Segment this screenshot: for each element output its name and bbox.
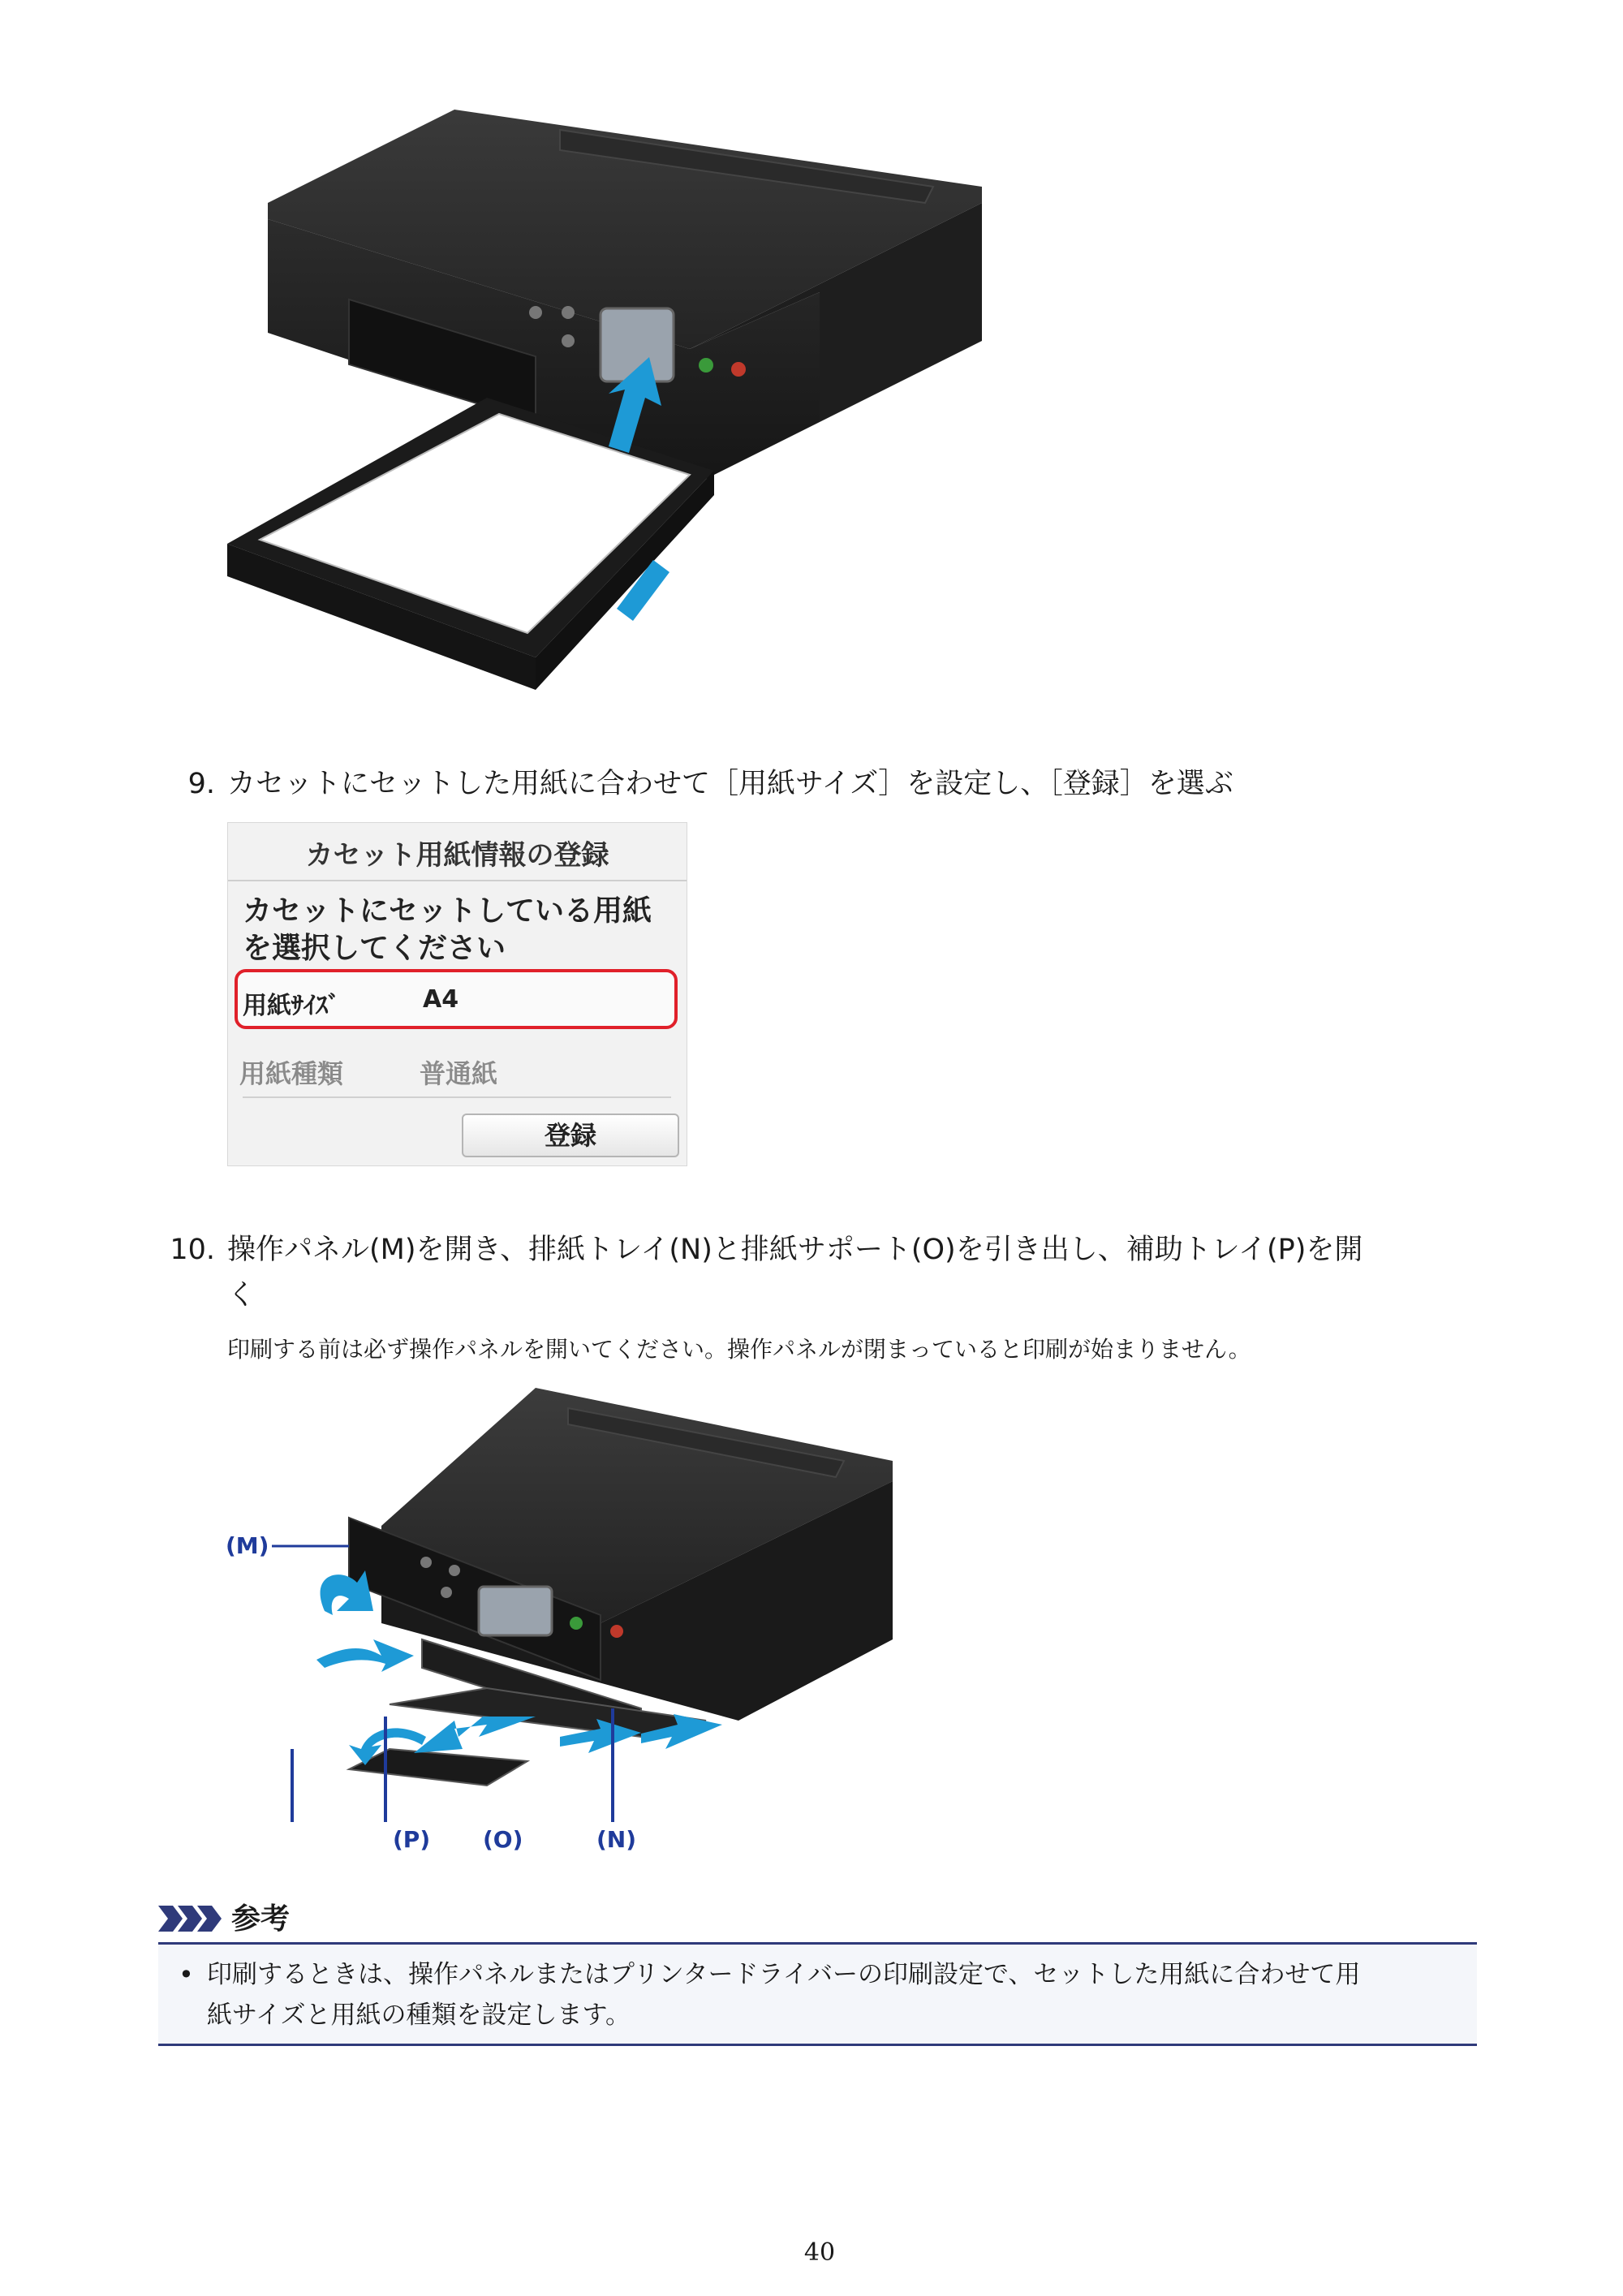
note-line2: 紙サイズと用紙の種類を設定します。 — [207, 2001, 631, 2030]
step-10-number: 10. — [170, 1234, 215, 1266]
lcd-screen — [227, 822, 687, 1166]
printer-open-tray-illustration — [219, 1380, 917, 1867]
screen-divider — [228, 880, 687, 881]
screen-instruction-line2: を選択してください — [243, 932, 506, 965]
paper-size-row[interactable] — [235, 969, 678, 1029]
screen-instruction-line1: カセットにセットしている用紙 — [243, 894, 652, 928]
step-10-line1: 操作パネル(M)を開き、排紙トレイ(N)と排紙サポート(O)を引き出し、補助トレイ(P)を開 — [227, 1234, 1363, 1266]
note-line1: 印刷するときは、操作パネルまたはプリンタードライバーの印刷設定で、セットした用紙に合わせて用 — [207, 1960, 1361, 1989]
register-button-label: 登録 — [544, 1120, 596, 1151]
callout-label-m: (M) — [226, 1532, 269, 1559]
screen-divider-bottom — [243, 1096, 671, 1098]
paper-type-value: 普通紙 — [420, 1058, 498, 1089]
register-button[interactable] — [462, 1114, 679, 1157]
paper-type-row[interactable] — [235, 1042, 678, 1094]
step-9-number: 9. — [187, 768, 215, 800]
screen-title: カセット用紙情報の登録 — [305, 839, 609, 872]
page-number: 40 — [803, 2238, 836, 2267]
paper-size-label: 用紙ｻｲｽﾞ — [243, 992, 340, 1020]
callout-label-p: (P) — [393, 1826, 431, 1853]
printer-cassette-illustration — [219, 106, 998, 706]
callout-label-n: (N) — [596, 1826, 637, 1853]
note-body — [158, 1945, 1477, 2044]
paper-type-label: 用紙種類 — [239, 1058, 344, 1089]
callout-label-o: (O) — [483, 1826, 523, 1853]
step-10-subtext: 印刷する前は必ず操作パネルを開いてください。操作パネルが閉まっていると印刷が始まりません。 — [227, 1336, 1251, 1363]
note-bullet: • — [179, 1959, 194, 1990]
note-chevrons-icon — [158, 1906, 223, 1932]
paper-size-value: A4 — [423, 985, 459, 1014]
note-title: 参考 — [231, 1902, 291, 1936]
note-bottom-rule — [158, 2044, 1477, 2046]
step-10-line2: く — [227, 1279, 256, 1312]
step-9-text: カセットにセットした用紙に合わせて［用紙サイズ］を設定し、［登録］を選ぶ — [227, 768, 1233, 800]
